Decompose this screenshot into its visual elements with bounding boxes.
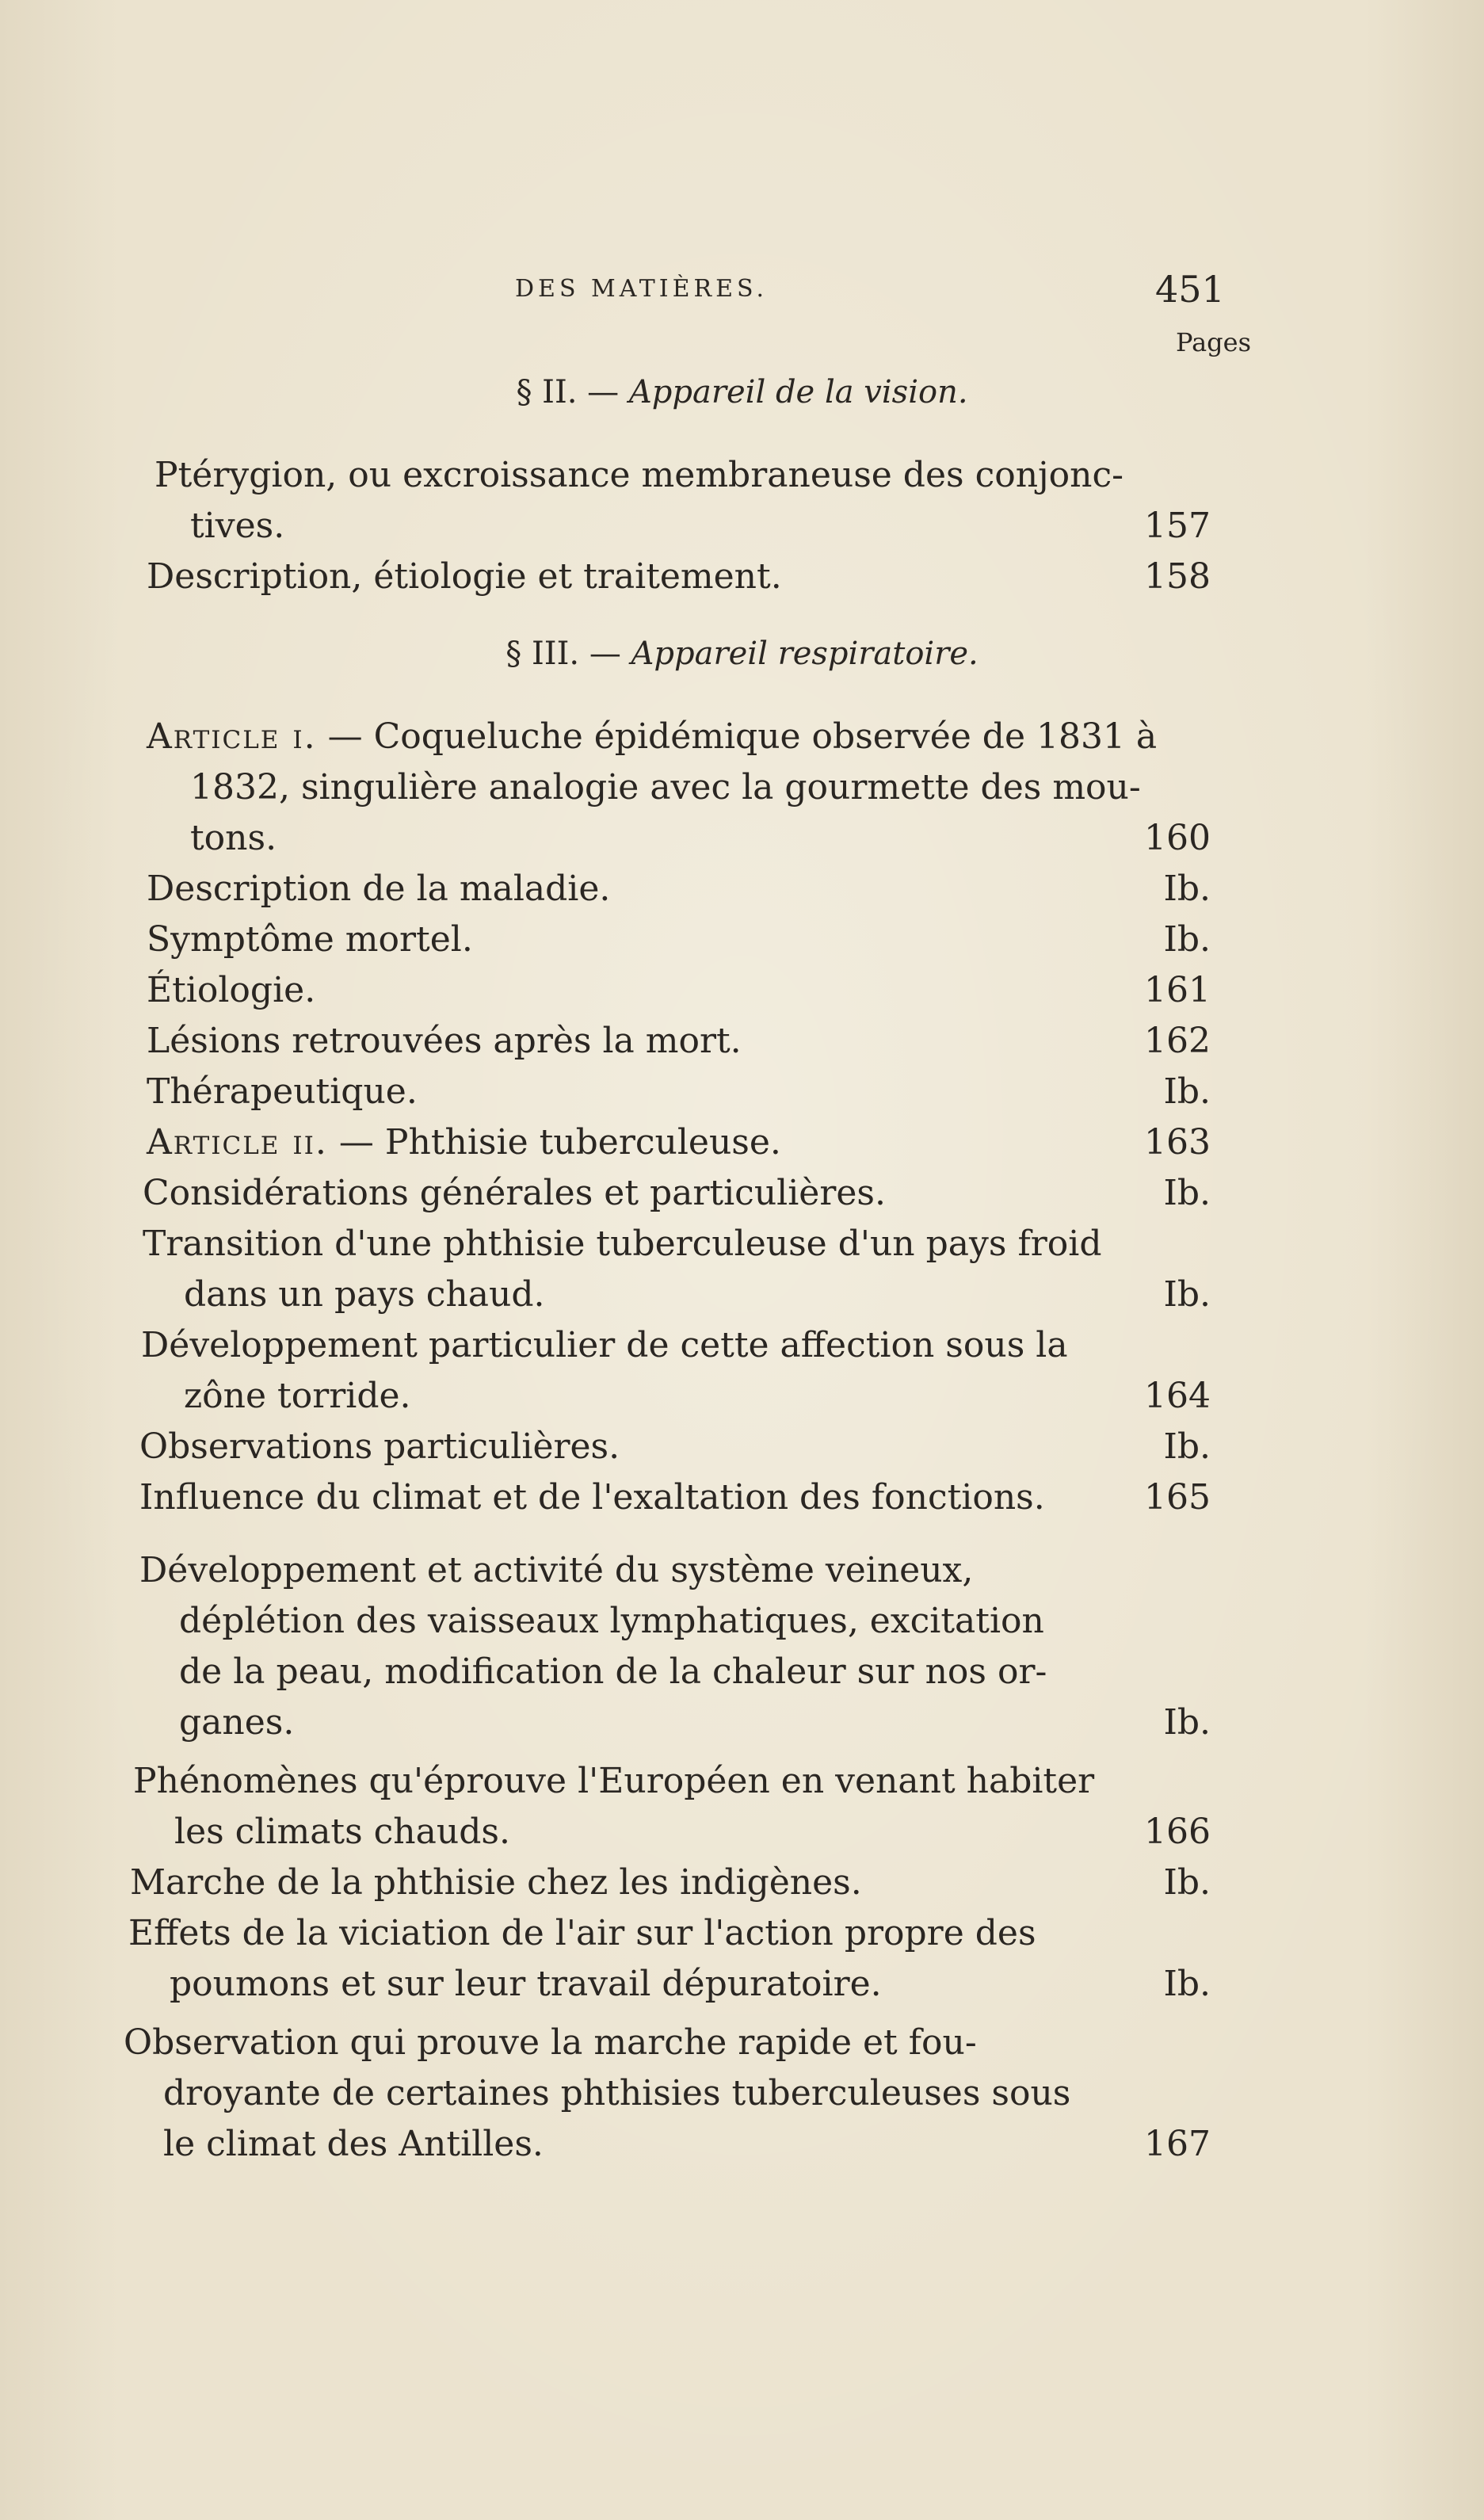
toc-line: Développement particulier de cette affection sous la — [141, 1325, 1068, 1365]
toc-line: Transition d'une phthisie tuberculeuse d'un pays froid — [143, 1224, 1102, 1264]
toc-page-ref: 158 — [1144, 556, 1211, 597]
toc-page-ref: Ib. — [1163, 1862, 1211, 1903]
toc-line: Étiologie. — [147, 970, 316, 1010]
toc-page-ref: Ib. — [1163, 919, 1211, 960]
toc-line-article — [147, 712, 1157, 762]
toc-line: Marche de la phthisie chez les indigènes. — [130, 1862, 862, 1903]
toc-line: Considérations générales et particulières. — [143, 1173, 886, 1213]
toc-line: Description, étiologie et traitement. — [147, 556, 782, 597]
toc-page-ref: Ib. — [1163, 1173, 1211, 1213]
toc-line: de la peau, modification de la chaleur sur nos or- — [179, 1651, 1047, 1692]
toc-page-ref: 165 — [1144, 1477, 1211, 1518]
toc-line: Description de la maladie. — [147, 869, 611, 909]
toc-line: Effets de la viciation de l'air sur l'action propre des — [128, 1913, 1036, 1953]
toc-page-ref: Ib. — [1163, 1071, 1211, 1112]
toc-page-ref: 164 — [1144, 1376, 1211, 1416]
toc-line-article — [147, 1117, 781, 1168]
article-label: Article i. — [147, 716, 317, 757]
toc-page-ref: Ib. — [1163, 1274, 1211, 1315]
toc-line: tives. — [190, 506, 285, 546]
page-number: 451 — [1155, 268, 1225, 311]
toc-line: Observation qui prouve la marche rapide et fou- — [124, 2022, 977, 2063]
toc-page-ref: 157 — [1144, 506, 1211, 546]
toc-page-ref: Ib. — [1163, 1426, 1211, 1467]
toc-line: Développement et activité du système veineux, — [139, 1550, 974, 1590]
toc-line: ganes. — [179, 1702, 295, 1743]
toc-page-ref: 162 — [1144, 1021, 1211, 1061]
toc-line: Influence du climat et de l'exaltation des fonctions. — [139, 1477, 1045, 1518]
toc-page-ref: Ib. — [1163, 1702, 1211, 1743]
pages-column-label: Pages — [1176, 327, 1252, 357]
section-title: Appareil respiratoire. — [631, 636, 979, 672]
toc-line: Phénomènes qu'éprouve l'Européen en venant habiter — [133, 1761, 1095, 1801]
toc-page-ref: 161 — [1144, 970, 1211, 1010]
toc-page-ref: Ib. — [1163, 1964, 1211, 2004]
toc-line: Ptérygion, ou excroissance membraneuse des conjonc- — [155, 455, 1124, 495]
toc-page-ref: 163 — [1144, 1122, 1211, 1163]
toc-page-ref: Ib. — [1163, 869, 1211, 909]
toc-page-ref: 167 — [1144, 2124, 1211, 2164]
section-mark: § II. — — [516, 374, 620, 410]
toc-page-ref: 166 — [1144, 1812, 1211, 1852]
toc-line: zône torride. — [184, 1376, 411, 1416]
toc-line: les climats chauds. — [174, 1812, 510, 1852]
section-heading-vision — [0, 368, 1484, 416]
article-text: — Coqueluche épidémique observée de 1831 à — [316, 716, 1158, 757]
toc-line: Lésions retrouvées après la mort. — [147, 1021, 742, 1061]
toc-line: dans un pays chaud. — [184, 1274, 545, 1315]
toc-line: droyante de certaines phthisies tuberculeuses sous — [163, 2073, 1071, 2113]
section-title: Appareil de la vision. — [628, 374, 968, 410]
section-mark: § III. — — [505, 636, 621, 672]
section-heading-respiratoire — [0, 630, 1484, 678]
toc-line: le climat des Antilles. — [163, 2124, 544, 2164]
toc-page-ref: 160 — [1144, 818, 1211, 858]
article-label: Article ii. — [147, 1122, 328, 1163]
toc-line: Symptôme mortel. — [147, 919, 473, 960]
toc-line: poumons et sur leur travail dépuratoire. — [170, 1964, 882, 2004]
toc-line: Thérapeutique. — [147, 1071, 418, 1112]
toc-line: 1832, singulière analogie avec la gourmette des mou- — [190, 767, 1141, 808]
article-text: — Phthisie tuberculeuse. — [327, 1122, 781, 1163]
running-title: DES MATIÈRES. — [515, 275, 769, 303]
running-head — [0, 265, 1484, 313]
toc-line: tons. — [190, 818, 277, 858]
toc-line: déplétion des vaisseaux lymphatiques, excitation — [179, 1601, 1044, 1641]
toc-line: Observations particulières. — [139, 1426, 620, 1467]
